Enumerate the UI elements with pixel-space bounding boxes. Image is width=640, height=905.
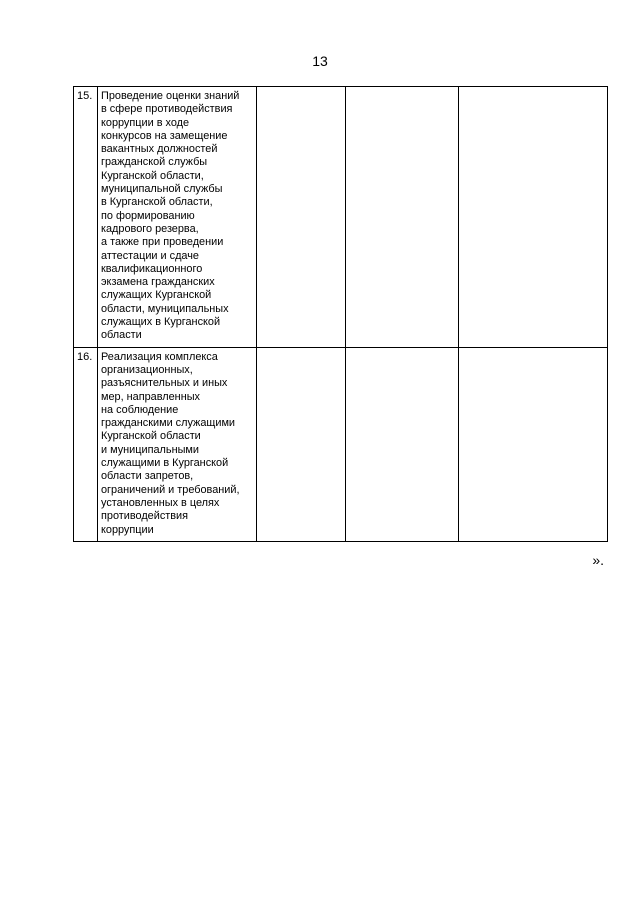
table-row [74, 347, 608, 541]
empty-cell [459, 347, 608, 541]
closing-quote-mark: ». [592, 552, 604, 568]
empty-cell [257, 87, 346, 348]
empty-cell [346, 347, 459, 541]
measures-table [73, 86, 608, 542]
empty-cell [459, 87, 608, 348]
table-row [74, 87, 608, 348]
empty-cell [346, 87, 459, 348]
measure-cell [98, 347, 257, 541]
measure-cell [98, 87, 257, 348]
measure-text: Реализация комплекса организационных, разъяснительных и иных мер, направленных на соблюдение гражданскими служащими Курганской области и муниципальными служащими в Курганской области запретов, ограничений и требований, установленных в целях противодействия коррупции [101, 350, 240, 536]
empty-cell [257, 347, 346, 541]
row-number: 16. [74, 347, 98, 541]
measure-text: Проведение оценки знаний в сфере противодействия коррупции в ходе конкурсов на замещение вакантных должностей гражданской службы Курганской области, муниципальной службы в Курганской области, по формированию кадрового резерва, а также при проведении аттестации и сдаче квалификационного экзамена гражданских служащих Курганской области, муниципальных служащих в Курганской области [101, 90, 240, 342]
row-number: 15. [74, 87, 98, 348]
page-number: 13 [312, 53, 328, 69]
